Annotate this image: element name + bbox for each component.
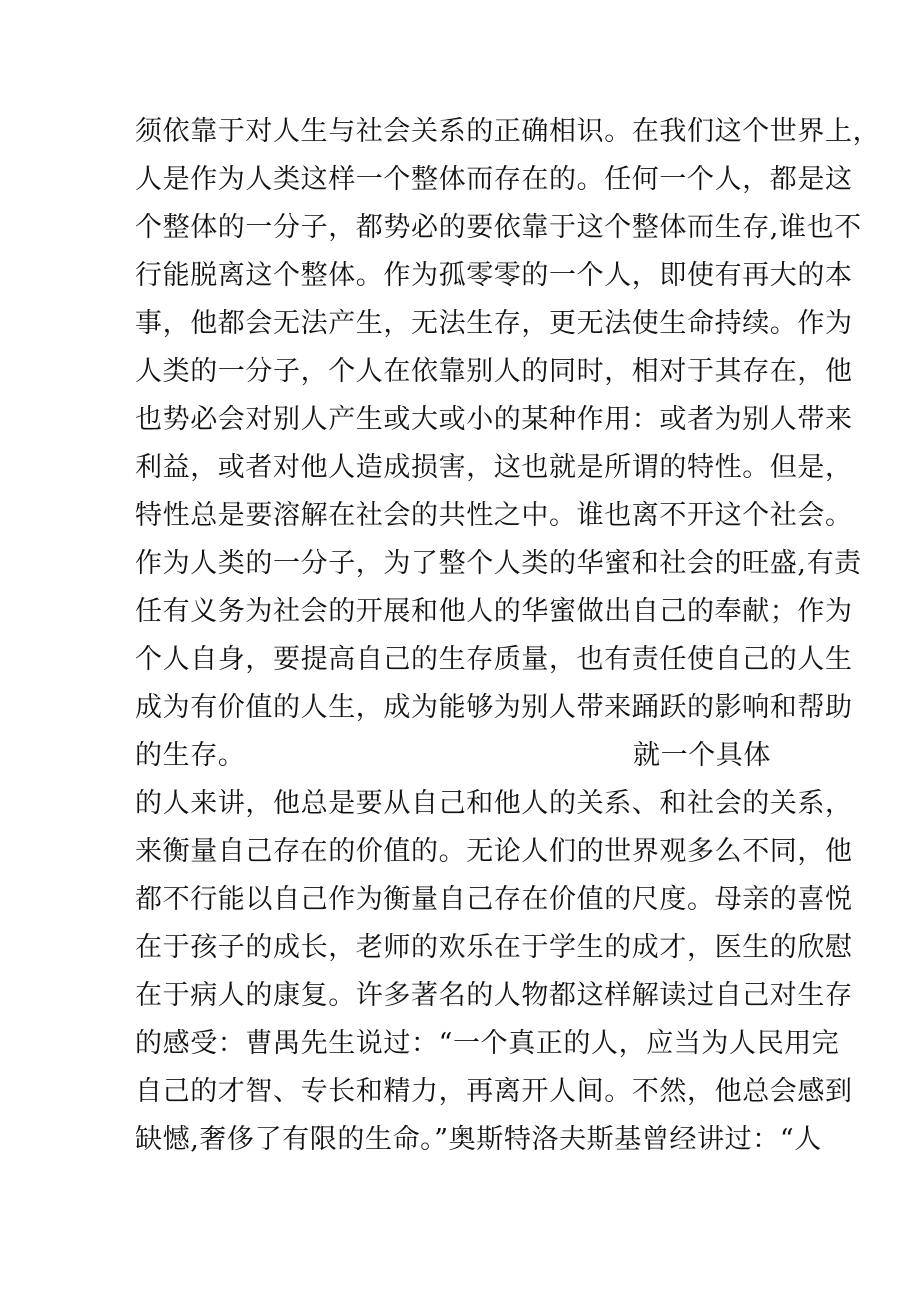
text-line: 人类的一分子，个人在依靠别人的同时，相对于其存在，他 (135, 356, 853, 387)
text-line: 事，他都会无法产生，无法生存，更无法使生命持续。作为 (135, 308, 853, 339)
text-line: 在于孩子的成长，老师的欢乐在于学生的成才，医生的欣慰 (135, 932, 853, 963)
text-line: 利益，或者对他人造成损害，这也就是所谓的特性。但是， (135, 452, 853, 483)
split-line-left: 的生存。 (135, 740, 246, 771)
text-line: 自己的才智、专长和精力，再离开人间。不然，他总会感到 (135, 1076, 853, 1107)
text-line: 都不行能以自己作为衡量自己存在价值的尺度。母亲的喜悦 (135, 884, 853, 915)
text-line: 行能脱离这个整体。作为孤零零的一个人，即使有再大的本 (135, 260, 853, 291)
text-line: 作为人类的一分子，为了整个人类的华蜜和社会的旺盛,有责 (135, 548, 862, 579)
text-line: 须依靠于对人生与社会关系的正确相识。在我们这个世界上， (135, 116, 881, 147)
text-line: 人是作为人类这样一个整体而存在的。任何一个人，都是这 (135, 164, 853, 195)
text-line: 也势必会对别人产生或大或小的某种作用：或者为别人带来 (135, 404, 853, 435)
text-line-split (135, 738, 775, 774)
text-line: 特性总是要溶解在社会的共性之中。谁也离不开这个社会。 (135, 500, 853, 531)
text-line: 的人来讲，他总是要从自己和他人的关系、和社会的关系， (135, 788, 853, 819)
text-line: 缺憾,奢侈了有限的生命。”奥斯特洛夫斯基曾经讲过：“人 (135, 1124, 822, 1155)
split-line-right: 就一个具体 (633, 740, 771, 771)
text-line: 个整体的一分子，都势必的要依靠于这个整体而生存,谁也不 (135, 212, 862, 243)
text-line: 来衡量自己存在的价值的。无论人们的世界观多么不同，他 (135, 836, 853, 867)
text-line: 个人自身，要提高自己的生存质量，也有责任使自己的人生 (135, 644, 853, 675)
text-line: 任有义务为社会的开展和他人的华蜜做出自己的奉献；作为 (135, 596, 853, 627)
text-line: 在于病人的康复。许多著名的人物都这样解读过自己对生存 (135, 980, 853, 1011)
text-line: 的感受：曹禺先生说过：“一个真正的人，应当为人民用完 (135, 1028, 840, 1059)
text-line: 成为有价值的人生，成为能够为别人带来踊跃的影响和帮助 (135, 692, 853, 723)
